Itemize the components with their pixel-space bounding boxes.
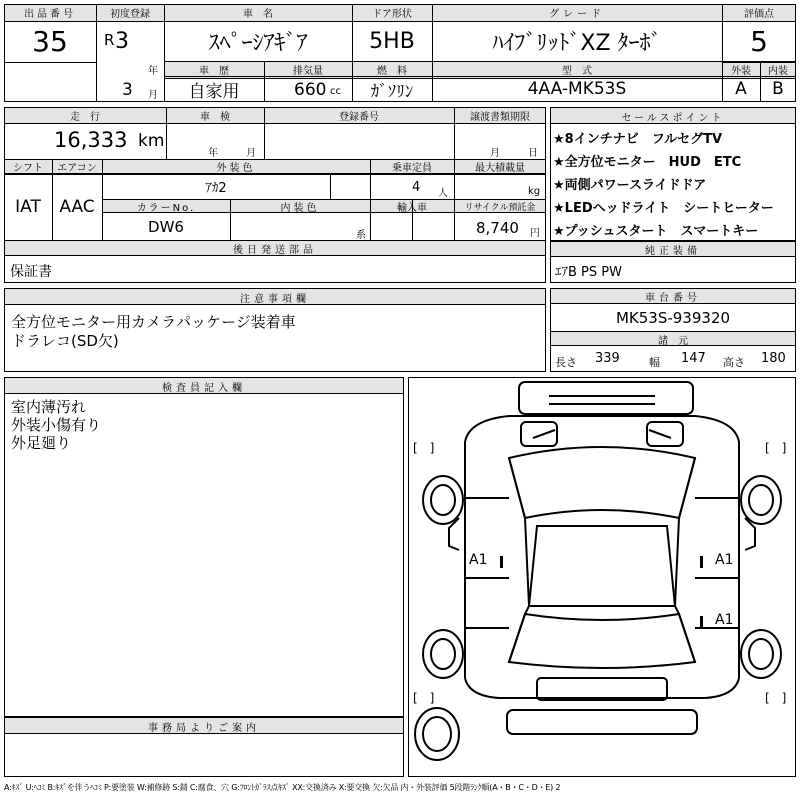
label-reg-no: 登録番号	[339, 111, 379, 123]
kg-unit: kg	[528, 186, 541, 197]
score: 5	[750, 25, 768, 58]
label-score: 評価点	[744, 9, 774, 20]
shift: IAT	[15, 197, 41, 217]
note-line: ドラレコ(SD欠)	[11, 332, 119, 350]
person-unit: 人	[438, 188, 448, 199]
sales-point: ★プッシュスタート スマートキー	[553, 224, 759, 239]
km-unit: km	[138, 131, 165, 151]
damage-mark: A1	[715, 552, 734, 568]
capacity: 4	[412, 180, 421, 195]
door-type: 5HB	[369, 29, 415, 54]
note-line: 全方位モニター用カメラパッケージ装着車	[11, 313, 296, 331]
inspect-month-unit: 月	[246, 148, 256, 159]
label-inspection: 車 検	[200, 111, 230, 123]
damage-mark: A1	[469, 552, 488, 568]
label-door: ドア形状	[372, 9, 412, 20]
recycle: 8,740	[476, 219, 519, 237]
sales-title: セールスポイント	[621, 112, 725, 124]
inspector-block	[4, 377, 404, 717]
series-unit: 系	[356, 230, 366, 241]
reg-year: 3	[115, 29, 129, 54]
ext-color: ｱｶ2	[205, 181, 227, 196]
chassis-number: MK53S-939320	[615, 308, 731, 327]
displacement: 660	[294, 80, 327, 100]
height-label: 高さ	[723, 356, 745, 369]
label-exterior: 外装	[731, 65, 751, 77]
inspect-year-unit: 年	[208, 148, 218, 159]
label-lot-no: 出品番号	[24, 9, 76, 20]
label-first-reg: 初度登録	[110, 9, 150, 20]
inspector-line: 外装小傷有り	[11, 416, 102, 434]
lot-number: 35	[32, 25, 68, 58]
height-value: 180	[761, 351, 786, 366]
interior-grade: B	[772, 79, 784, 99]
cc-unit: cc	[330, 86, 341, 97]
mileage: 16,333	[54, 128, 128, 152]
label-capacity: 乗車定員	[392, 163, 432, 174]
legend-footer: A:ｷｽﾞ U:ﾍｺﾐ B:ｷｽﾞを伴うﾍｺﾐ P:要塗装 W:補修跡 S:錆 C:腐食、穴 G:ﾌﾛﾝﾄｶﾞﾗｽ点ｷｽﾞ XX:交換済み X:要交換 欠:欠品 内・外装評価 5段階ﾗﾝｸ順(A・B・C・D・E) 2	[4, 783, 561, 792]
chassis-block	[550, 288, 796, 372]
label-later-parts: 後日発送部品	[233, 245, 317, 256]
width-label: 幅	[649, 356, 660, 369]
width-value: 147	[681, 351, 706, 366]
label-color-no: カラーNo.	[136, 203, 196, 214]
reg-month: 3	[122, 80, 133, 100]
label-aircon: エアコン	[57, 163, 97, 174]
inspector-line: 外足廻り	[11, 434, 72, 452]
later-parts: 保証書	[10, 264, 52, 280]
office-block	[4, 717, 404, 777]
sales-point: ★8インチナビ フルセグTV	[553, 132, 723, 147]
year-unit: 年	[148, 66, 158, 77]
chassis-title: 車台番号	[645, 293, 701, 304]
equipment-block	[550, 241, 796, 283]
month-unit: 月	[148, 90, 158, 101]
grade: ﾊｲﾌﾞﾘｯﾄﾞXZ ﾀｰﾎﾞ	[492, 31, 662, 56]
label-int-color: 内装色	[280, 203, 320, 214]
history: 自家用	[188, 81, 240, 102]
car-name: ｽﾍﾟｰｼｱｷﾞｱ	[208, 31, 308, 56]
transfer-month-unit: 月	[490, 148, 500, 159]
length-label: 長さ	[555, 356, 577, 369]
equipment-title: 純正装備	[645, 246, 701, 257]
dimensions-title: 諸 元	[658, 335, 688, 347]
label-grade: グレード	[549, 9, 605, 20]
notes-title: 注意事項欄	[240, 293, 310, 305]
label-car-name: 車 名	[243, 9, 273, 20]
label-history: 車 歴	[199, 65, 229, 77]
office-title: 事務局よりご案内	[148, 722, 260, 734]
aircon: AAC	[59, 197, 95, 217]
svg-text:[ ]: [ ]	[413, 441, 435, 455]
inspector-line: 室内薄汚れ	[11, 398, 87, 416]
yen-unit: 円	[530, 228, 540, 239]
label-max-load: 最大積載量	[475, 163, 525, 174]
label-model-code: 型 式	[562, 65, 592, 77]
label-mileage: 走 行	[70, 111, 100, 123]
label-import: 輸入車	[397, 203, 427, 214]
damage-diagram	[408, 377, 796, 777]
svg-text:[ ]: [ ]	[413, 691, 435, 705]
svg-text:[ ]: [ ]	[765, 691, 787, 705]
reg-era: R	[104, 31, 115, 49]
sales-points-block	[550, 107, 796, 241]
length-value: 339	[595, 351, 620, 366]
label-interior: 内装	[768, 65, 788, 77]
label-transfer: 譲渡書類期限	[470, 111, 530, 123]
label-ext-color: 外装色	[216, 163, 256, 174]
car-outline-diagram	[409, 378, 795, 776]
label-recycle: リサイクル預託金	[464, 203, 536, 213]
sales-point: ★全方位モニター HUD ETC	[553, 155, 742, 170]
fuel: ｶﾞｿﾘﾝ	[370, 81, 414, 102]
inspector-title: 検査員記入欄	[162, 382, 246, 394]
notes-block	[4, 288, 546, 372]
exterior-grade: A	[735, 79, 747, 99]
svg-text:[ ]: [ ]	[765, 441, 787, 455]
sales-point: ★両側パワースライドドア	[553, 178, 707, 193]
transfer-day-unit: 日	[528, 148, 538, 159]
color-no: DW6	[148, 218, 184, 236]
model-code: 4AA-MK53S	[527, 79, 627, 99]
damage-mark: A1	[715, 612, 734, 628]
label-shift: シフト	[13, 163, 43, 174]
label-fuel: 燃 料	[377, 65, 407, 77]
label-displacement: 排気量	[293, 65, 323, 77]
sales-point: ★LEDヘッドライト シートヒーター	[553, 201, 774, 216]
equipment-value: ｴｱB PS PW	[555, 265, 622, 280]
